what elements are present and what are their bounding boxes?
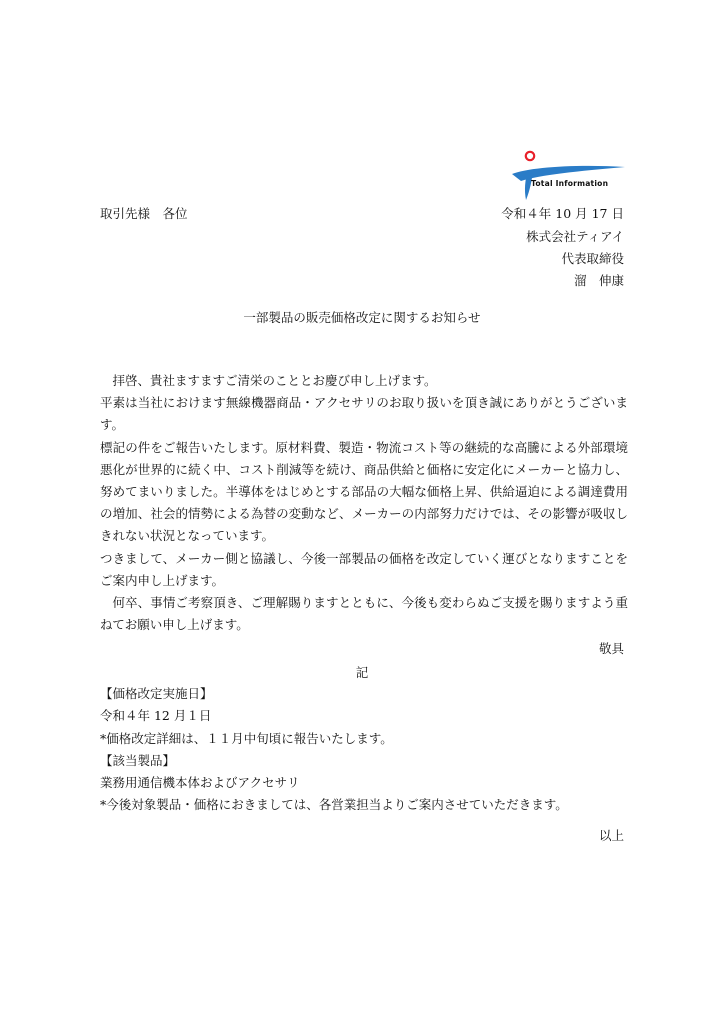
ki-heading: 記	[355, 665, 369, 680]
effective-date-value: 令和４年 12 月１日	[100, 708, 212, 724]
sender-company: 株式会社ティアイ	[526, 229, 624, 244]
logo-mark-icon	[509, 150, 629, 202]
body-paragraph-announcement: つきまして、メーカー側と協議し、今後一部製品の価格を改定していく運びとなりますことをご案内申し上げます。	[100, 550, 628, 588]
effective-date-note: *価格改定詳細は、１１月中旬頃に報告いたします。	[100, 730, 393, 746]
products-value: 業務用通信機本体およびアクセサリ	[100, 775, 300, 791]
sender-name: 溜 伸康	[573, 273, 624, 288]
letter-body	[100, 370, 628, 636]
letter-title: 一部製品の販売価格改定に関するお知らせ	[243, 310, 481, 325]
details-section	[100, 683, 640, 817]
heading-products: 【該当製品】	[100, 752, 176, 768]
body-paragraph-request: 何卒、事情ご考察頂き、ご理解賜りますとともに、今後も変わらぬご支援を賜りますよう重ねてお願い申し上げます。	[100, 595, 628, 633]
end-mark: 以上	[598, 828, 624, 843]
body-paragraph-thanks: 平素は当社におけます無線機器商品・アクセサリのお取り扱いを頂き誠にありがとうございます。	[100, 395, 628, 433]
body-paragraph-greeting: 拝啓、貴社ますますご清栄のこととお慶び申し上げます。	[112, 373, 437, 388]
closing-phrase: 敬具	[598, 641, 624, 656]
body-paragraph-reason: 標記の件をご報告いたします。原材料費、製造・物流コスト等の継続的な高騰による外部環境悪化が世界的に続く中、コスト削減等を続け、商品供給と価格に安定化にメーカーと協力し、努めてまいりました。半導体をはじめとする部品の大幅な価格上昇、供給逼迫による調達費用の増加、社会的情勢による為替の変動など、メーカーの内部努力だけでは、その影響が吸収しきれない状況となっています。	[100, 439, 628, 544]
sender-position: 代表取締役	[561, 251, 624, 266]
heading-effective-date: 【価格改定実施日】	[100, 686, 213, 701]
logo-text: Total Information	[531, 179, 609, 188]
letter-date: 令和４年 10 月 17 日	[501, 206, 624, 221]
products-note: *今後対象製品・価格におきましては、各営業担当よりご案内させていただきます。	[100, 797, 568, 813]
company-logo	[509, 150, 629, 202]
recipient: 取引先様 各位	[100, 206, 188, 221]
